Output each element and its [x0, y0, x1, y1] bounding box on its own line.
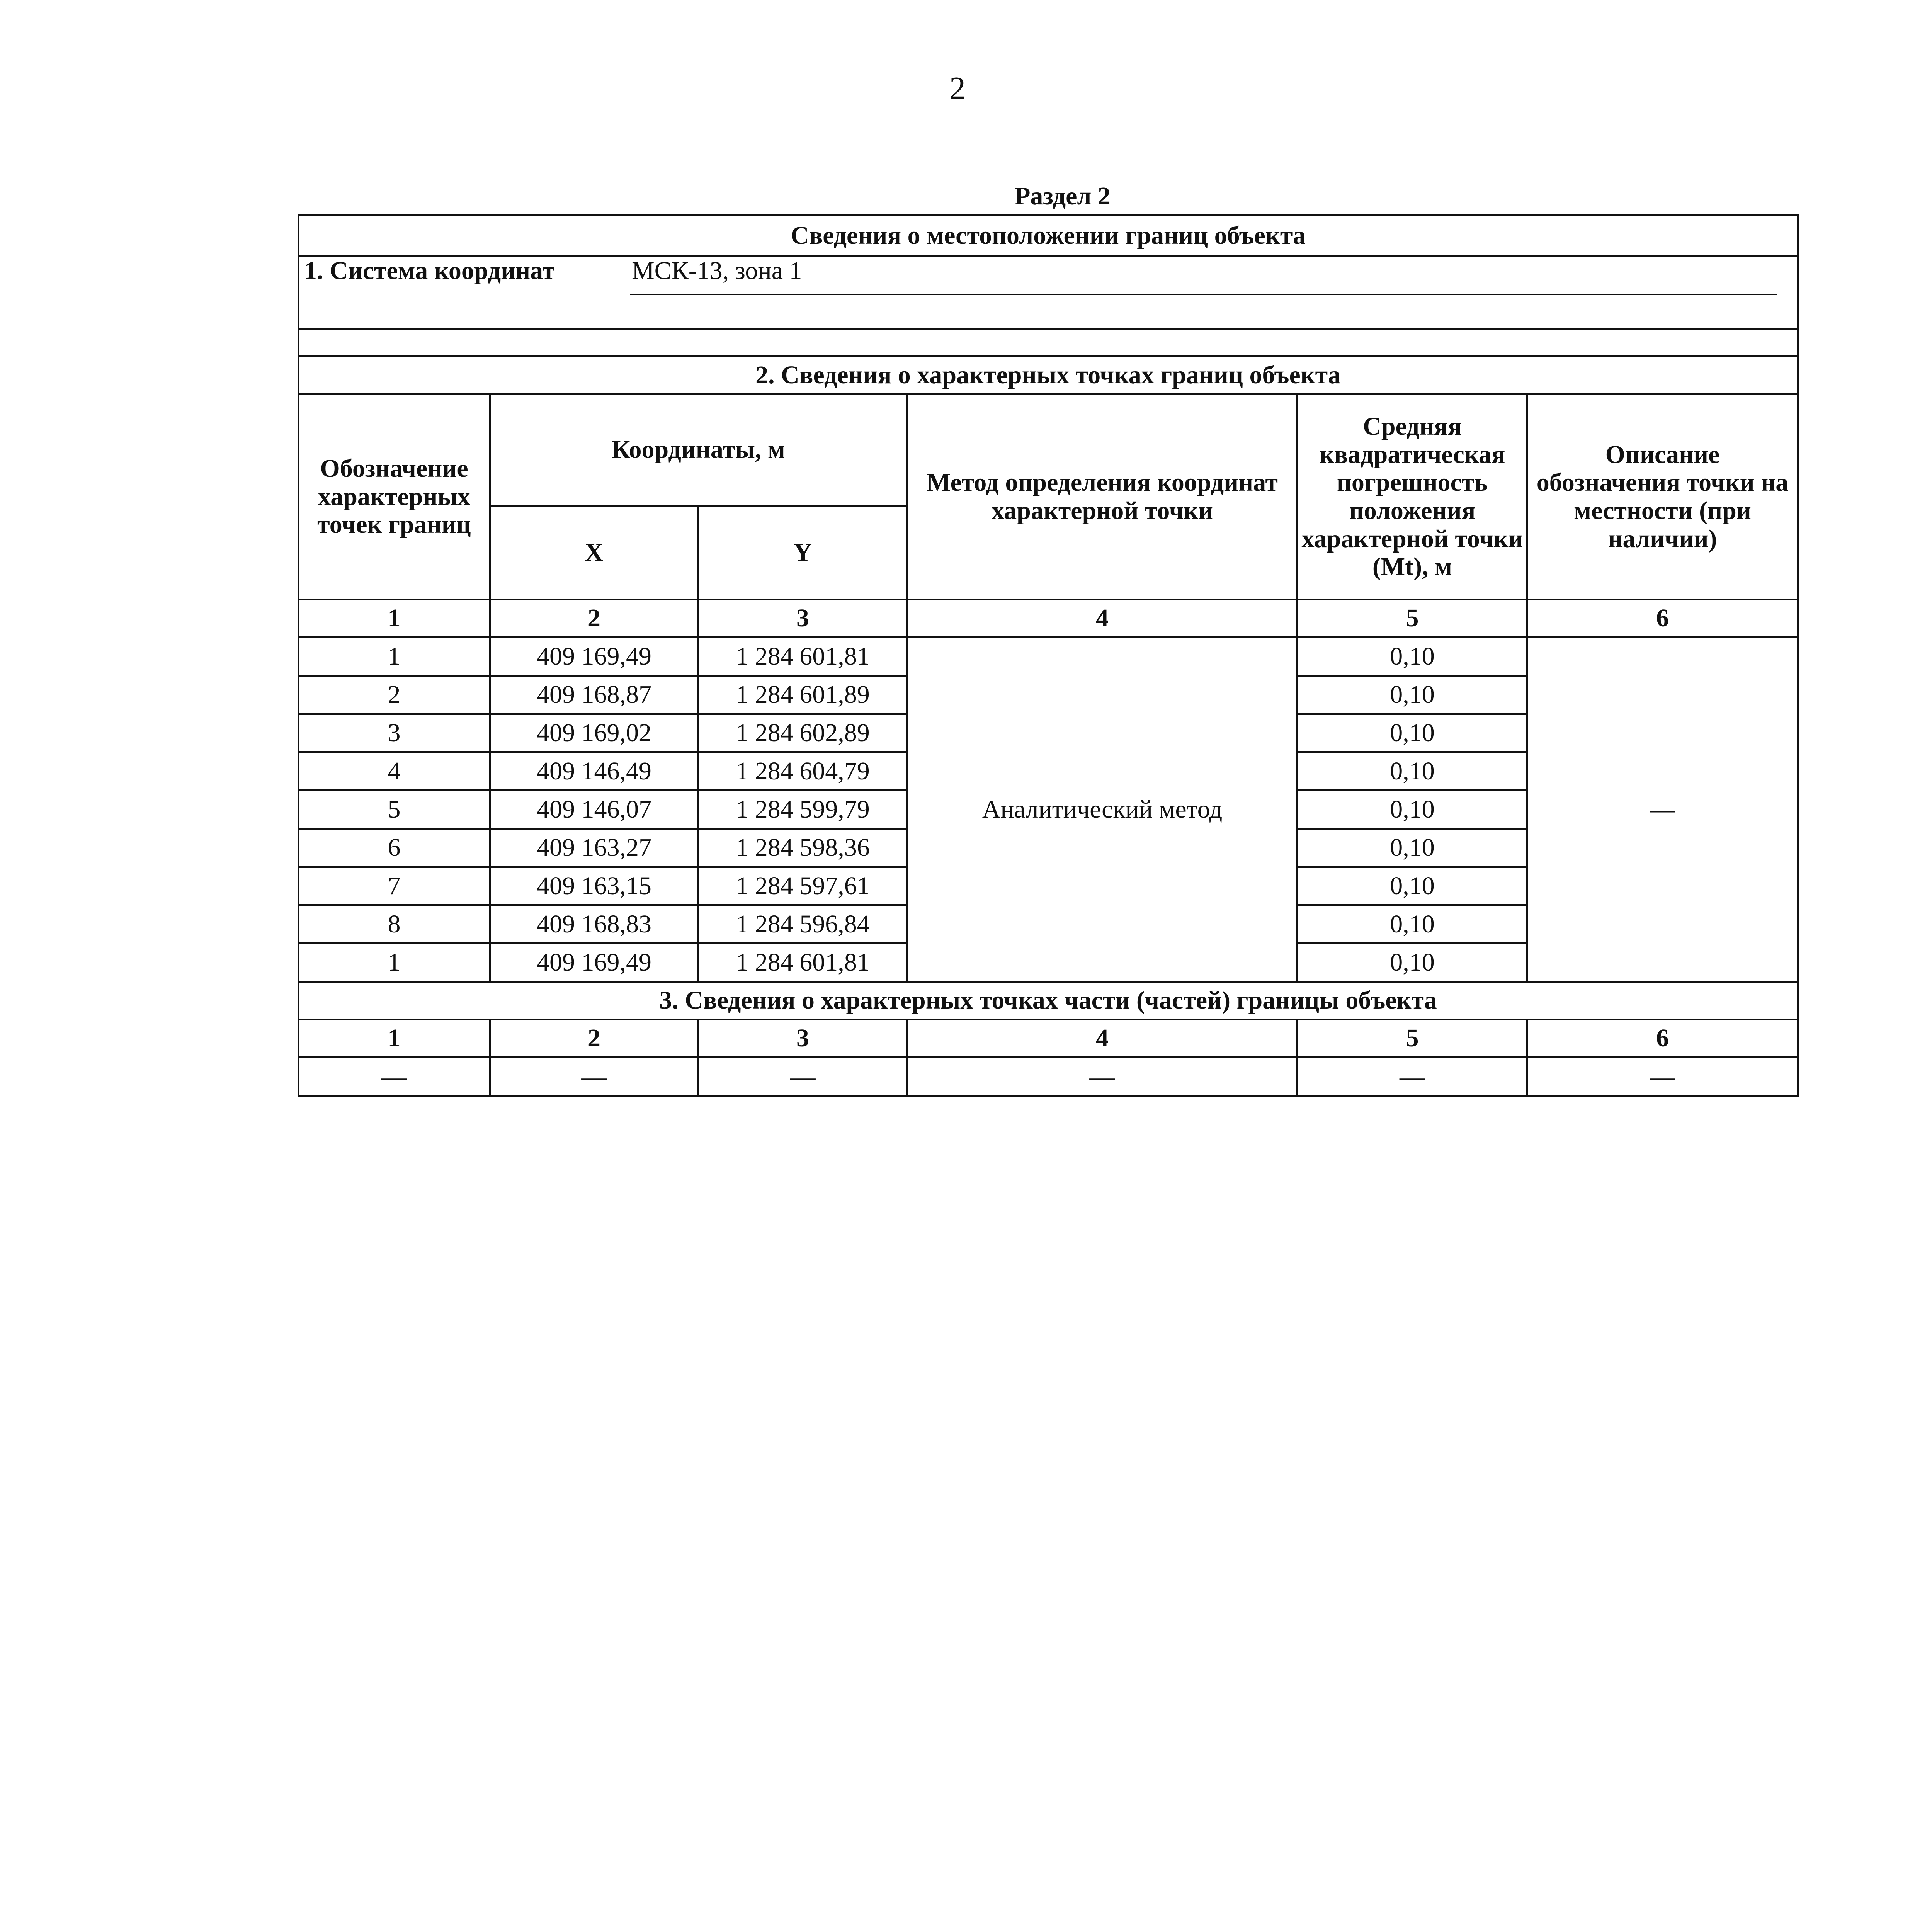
column-number: 2	[490, 1020, 699, 1058]
point-id: 3	[299, 714, 490, 752]
method-value: Аналитический метод	[907, 638, 1298, 982]
column-number: 5	[1298, 600, 1527, 638]
point-y: 1 284 599,79	[699, 791, 907, 829]
point-mt: 0,10	[1298, 829, 1527, 867]
point-mt: 0,10	[1298, 752, 1527, 791]
column-number: 3	[699, 1020, 907, 1058]
point-x: 409 163,27	[490, 829, 699, 867]
header-coordinates: Координаты, м	[490, 395, 907, 506]
column-number: 4	[907, 1020, 1298, 1058]
page-number: 2	[949, 70, 966, 106]
point-x: 409 169,02	[490, 714, 699, 752]
point-y: 1 284 601,81	[699, 638, 907, 676]
boundary-table	[298, 214, 1799, 1097]
section-title: Раздел 2	[1015, 182, 1111, 210]
parts-cell: —	[1527, 1058, 1798, 1097]
point-id: 4	[299, 752, 490, 791]
parts-cell: —	[490, 1058, 699, 1097]
point-id: 6	[299, 829, 490, 867]
header-x: X	[490, 506, 699, 600]
point-mt: 0,10	[1298, 791, 1527, 829]
header-method: Метод определения координат характерной точки	[907, 395, 1298, 600]
point-mt: 0,10	[1298, 638, 1527, 676]
parts-column-numbers-row	[299, 1020, 1798, 1058]
header-y: Y	[699, 506, 907, 600]
point-id: 1	[299, 638, 490, 676]
point-y: 1 284 598,36	[699, 829, 907, 867]
parts-row	[299, 1058, 1798, 1097]
column-number: 6	[1527, 600, 1798, 638]
point-id: 5	[299, 791, 490, 829]
column-number: 1	[299, 1020, 490, 1058]
point-x: 409 169,49	[490, 638, 699, 676]
point-x: 409 168,83	[490, 905, 699, 944]
point-mt: 0,10	[1298, 867, 1527, 905]
column-numbers-row	[299, 600, 1798, 638]
header-error: Средняя квадратическая погрешность положения характерной точки (Mt), м	[1298, 395, 1527, 600]
point-y: 1 284 597,61	[699, 867, 907, 905]
header-description: Описание обозначения точки на местности (при наличии)	[1527, 395, 1798, 600]
divider	[299, 328, 1797, 330]
underline	[630, 294, 1777, 295]
point-x: 409 168,87	[490, 676, 699, 714]
column-number: 3	[699, 600, 907, 638]
point-mt: 0,10	[1298, 714, 1527, 752]
description-value: —	[1527, 638, 1798, 982]
parts-cell: —	[299, 1058, 490, 1097]
column-number: 5	[1298, 1020, 1527, 1058]
coordinate-system-value: МСК-13, зона 1	[632, 257, 802, 285]
point-y: 1 284 602,89	[699, 714, 907, 752]
column-number: 1	[299, 600, 490, 638]
parts-cell: —	[699, 1058, 907, 1097]
column-number: 2	[490, 600, 699, 638]
point-y: 1 284 596,84	[699, 905, 907, 944]
point-id: 2	[299, 676, 490, 714]
point-y: 1 284 601,81	[699, 944, 907, 982]
point-mt: 0,10	[1298, 905, 1527, 944]
point-x: 409 146,07	[490, 791, 699, 829]
point-x: 409 163,15	[490, 867, 699, 905]
header-point-designation: Обозначение характерных точек границ	[299, 395, 490, 600]
point-id: 8	[299, 905, 490, 944]
coordinate-system-label: 1. Система координат	[304, 257, 555, 285]
point-mt: 0,10	[1298, 944, 1527, 982]
table-row	[299, 638, 1798, 676]
column-number: 4	[907, 600, 1298, 638]
point-x: 409 169,49	[490, 944, 699, 982]
point-y: 1 284 601,89	[699, 676, 907, 714]
parts-cell: —	[1298, 1058, 1527, 1097]
table-title: Сведения о местоположении границ объекта	[299, 216, 1798, 256]
point-x: 409 146,49	[490, 752, 699, 791]
point-id: 7	[299, 867, 490, 905]
point-y: 1 284 604,79	[699, 752, 907, 791]
points-section-title: 2. Сведения о характерных точках границ объекта	[299, 357, 1798, 395]
point-mt: 0,10	[1298, 676, 1527, 714]
parts-section-title: 3. Сведения о характерных точках части (частей) границы объекта	[299, 982, 1798, 1020]
column-number: 6	[1527, 1020, 1798, 1058]
parts-cell: —	[907, 1058, 1298, 1097]
coordinate-system-cell	[299, 256, 1798, 357]
point-id: 1	[299, 944, 490, 982]
